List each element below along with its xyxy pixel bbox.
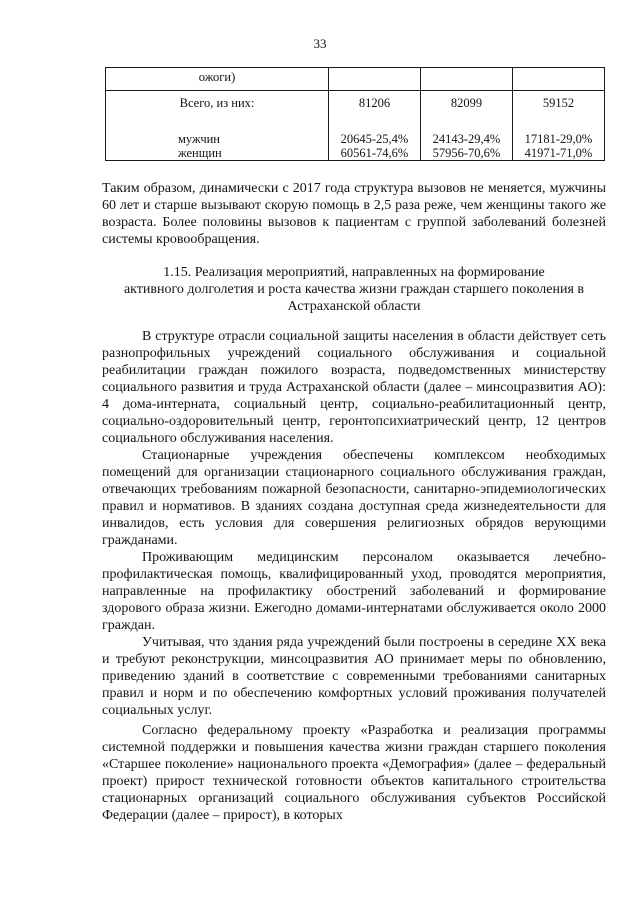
- table-cell-empty: [329, 68, 421, 91]
- table-cell-value: [329, 91, 421, 161]
- page-number: 33: [313, 36, 327, 51]
- paragraph-buildings: Учитывая, что здания ряда учреждений были построены в середине XX века и требуют реконструкции, минсоцразвития АО принимает меры по обновлению, приведению зданий в соответствие с современными требованиями санитарных правил и норм и по обеспечению комфортных условий проживания получателей социальных услуг.: [102, 635, 606, 718]
- men-value: 17181-29,0%: [524, 132, 593, 146]
- women-value: 60561-74,6%: [340, 146, 409, 160]
- table-cell-value: [421, 91, 513, 161]
- men-value: 24143-29,4%: [432, 132, 501, 146]
- emergency-calls-table: [105, 67, 605, 161]
- paragraph-medical: Проживающим медицинским персоналом оказывается лечебно-профилактическая помощь, квалифицированный уход, проводятся мероприятия, направленные на профилактику обострений заболеваний и формирование здорового образа жизни. Ежегодно домами-интернатами обслуживается около 2000 граждан.: [102, 550, 606, 633]
- heading-line: активного долголетия и роста качества жизни граждан старшего поколения в: [123, 282, 585, 297]
- paragraph-federal-project: Согласно федеральному проекту «Разработка и реализация программы системной поддержки и повышения качества жизни граждан старшего поколения «Старшее поколение» национального проекта «Демография» (далее – федеральный проект) прирост технической готовности объектов капитального строительства стационарных организаций социального обслуживания субъектов Российской Федерации (далее – прирост), в которых: [102, 723, 606, 823]
- men-label: мужчин: [178, 132, 220, 146]
- table-cell-value: [513, 91, 605, 161]
- men-value: 20645-25,4%: [340, 132, 409, 146]
- paragraph-conclusion: Таким образом, динамически с 2017 года структура вызовов не меняется, мужчины 60 лет и старше вызывают скорую помощь в 2,5 раза реже, чем женщины такого же возраста. Более половины вызовов к пациентам с группой заболеваний болезней системы кровообращения.: [102, 181, 606, 247]
- table-cell-empty: [421, 68, 513, 91]
- paragraph-structure: В структуре отрасли социальной защиты населения в области действует сеть разнопрофильных учреждений социального обслуживания и социальной реабилитации граждан пожилого возраста, подведомственных министерству социального развития и труда Астраханской области (далее – минсоцразвития АО): 4 дома-интерната, социальный центр, социально-реабилитационный центр, социально-оздоровительный центр, геронтопсихиатрический центр, 12 центров социального обслуживания населения.: [102, 329, 606, 446]
- table-cell-empty: [513, 68, 605, 91]
- table-cell-label: ожоги): [106, 68, 329, 91]
- total-value: 81206: [358, 96, 391, 110]
- paragraph-stationary: Стационарные учреждения обеспечены комплексом необходимых помещений для организации стационарного социального обслуживания граждан, отвечающих требованиям пожарной безопасности, санитарно-эпидемиологических правил и нормативов. В зданиях создана доступная среда жизнедеятельности для инвалидов, есть условия для совершения религиозных обрядов верующими гражданами.: [102, 448, 606, 548]
- table-row: [106, 91, 605, 161]
- table-cell-label: [106, 91, 329, 161]
- total-label: Всего, из них:: [179, 96, 255, 110]
- women-label: женщин: [178, 146, 222, 160]
- total-value: 82099: [450, 96, 483, 110]
- section-heading: [102, 264, 606, 315]
- total-value: 59152: [542, 96, 575, 110]
- women-value: 41971-71,0%: [524, 146, 593, 160]
- women-value: 57956-70,6%: [432, 146, 501, 160]
- heading-line: Астраханской области: [287, 299, 421, 314]
- table-row: [106, 68, 605, 91]
- heading-line: 1.15. Реализация мероприятий, направленных на формирование: [163, 265, 545, 280]
